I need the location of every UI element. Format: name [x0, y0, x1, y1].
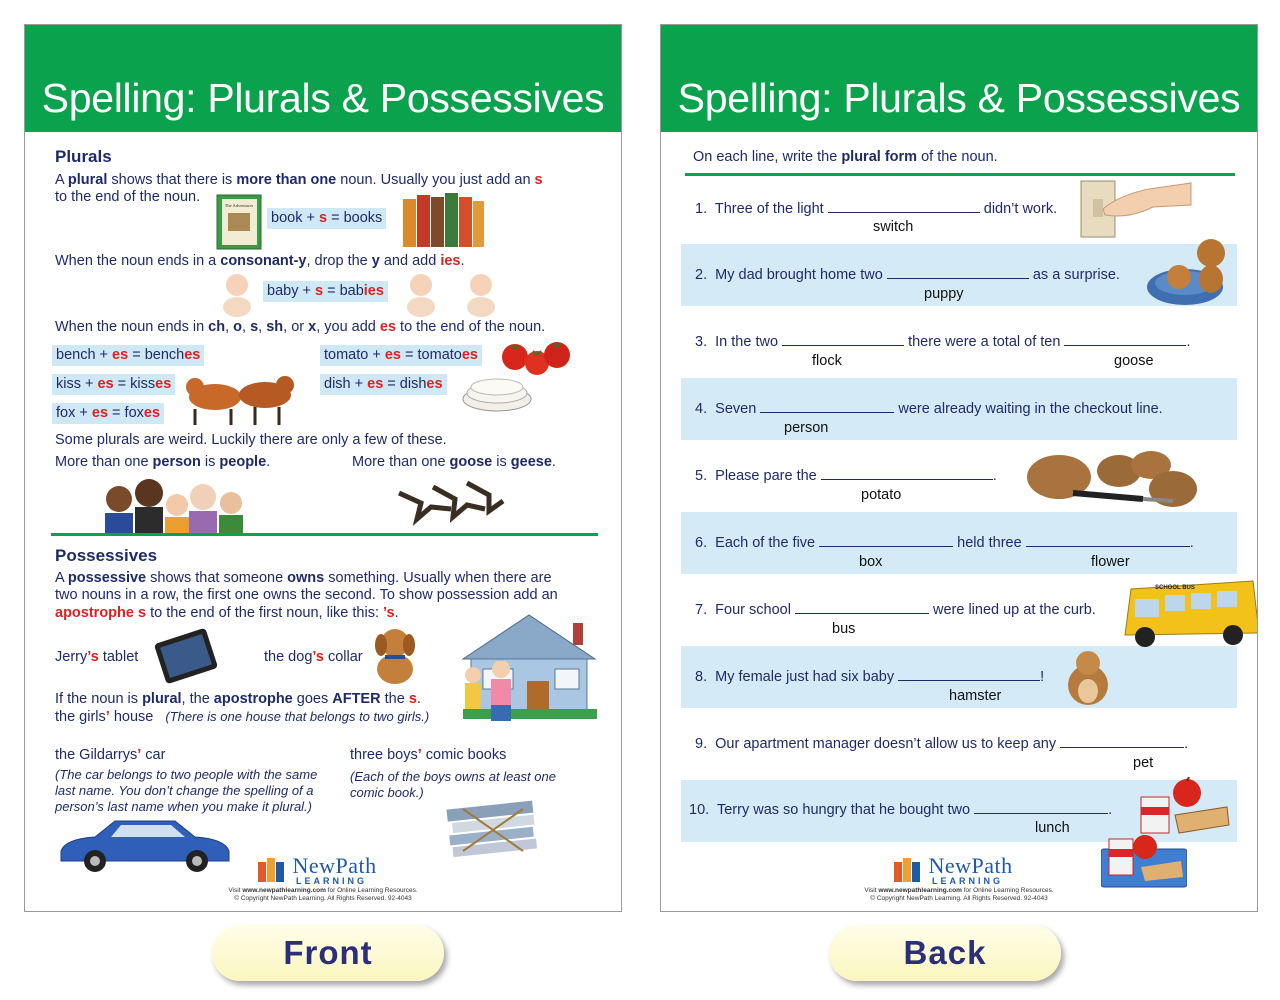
question-6	[681, 512, 1237, 574]
answer-blank[interactable]	[819, 535, 953, 547]
footer-line-2: © Copyright NewPath Learning. All Rights Reserved. 92-4043	[870, 895, 1048, 902]
front-button[interactable]: Front	[212, 925, 444, 981]
answer-blank[interactable]	[1026, 535, 1190, 547]
gildarry-note-2: last name. You don’t change the spelling of a	[55, 783, 314, 798]
answer-blank[interactable]	[887, 267, 1029, 279]
noun-hint: hamster	[949, 688, 1002, 704]
plural-possessive-rule: If the noun is plural, the apostrophe goes AFTER the s.	[55, 691, 421, 707]
section-divider	[51, 533, 598, 536]
bus-sign: SCHOOL BUS	[1155, 585, 1195, 591]
question-text: 4. Seven were already waiting in the checkout line.	[695, 401, 1163, 417]
question-3	[681, 311, 1237, 373]
instruction: On each line, write the plural form of the noun.	[693, 149, 998, 165]
hamster-image	[1063, 647, 1113, 709]
gildarry-example: the Gildarrys’ car	[55, 747, 166, 763]
plural-definition: A plural shows that there is more than one noun. Usually you just add an s	[55, 172, 543, 188]
gildarry-note-1: (The car belongs to two people with the same	[55, 767, 318, 782]
lunch-image-1	[1139, 777, 1233, 839]
comic-books-image	[443, 789, 541, 873]
goose-plural: More than one goose is geese.	[352, 454, 556, 470]
foxes-image	[175, 365, 301, 429]
noun-hint: potato	[861, 487, 902, 503]
plural-definition-cont: to the end of the noun.	[55, 189, 201, 205]
front-card	[24, 24, 622, 912]
back-card	[660, 24, 1258, 912]
question-text: 2. My dad brought home two as a surprise.	[695, 267, 1120, 283]
question-text: 10. Terry was so hungry that he bought two .	[689, 802, 1113, 818]
question-text: 8. My female just had six baby !	[695, 669, 1045, 685]
dog-image	[367, 625, 423, 687]
potatoes-image	[1023, 449, 1201, 513]
noun-hint: puppy	[924, 286, 964, 302]
girls-image	[457, 661, 521, 739]
boys-note-1: (Each of the boys owns at least one	[350, 769, 556, 784]
page-title: Spelling: Plurals & Possessives	[677, 75, 1241, 121]
kiss-example: kiss + es = kisses	[52, 374, 175, 395]
answer-blank[interactable]	[974, 802, 1108, 814]
question-9	[681, 713, 1237, 775]
noun-hint: lunch	[1035, 820, 1070, 836]
dog-example: the dog’s collar	[264, 649, 363, 665]
question-text: 6. Each of the five held three .	[695, 535, 1194, 551]
boys-example: three boys’ comic books	[350, 747, 507, 763]
es-rule: When the noun ends in ch, o, s, sh, or x, you add es to the end of the noun.	[55, 319, 546, 335]
question-4	[681, 378, 1237, 440]
girls-example: the girls’ house (There is one house that belongs to two girls.)	[55, 709, 430, 725]
newpath-logo: NewPath LEARNING	[258, 853, 377, 886]
question-text: 5. Please pare the .	[695, 468, 997, 484]
footer-line-1: Visit www.newpathlearning.com for Online Learning Resources.	[864, 887, 1054, 894]
svg-text:The Adventures: The Adventures	[224, 203, 254, 208]
footer	[25, 887, 621, 903]
tomato-example: tomato + es = tomatoes	[320, 345, 482, 366]
footer	[661, 887, 1257, 903]
possessive-definition-3: apostrophe s to the end of the first noun, like this: ’s.	[55, 605, 399, 621]
answer-blank[interactable]	[795, 602, 929, 614]
answer-blank[interactable]	[1060, 736, 1184, 748]
noun-hint: pet	[1133, 755, 1154, 771]
footer-line-1: Visit www.newpathlearning.com for Online Learning Resources.	[228, 887, 418, 894]
dishes-image	[459, 371, 535, 413]
book-cover-image	[215, 193, 265, 251]
answer-blank[interactable]	[1064, 334, 1186, 346]
puppies-image	[1143, 229, 1233, 311]
question-text: 1. Three of the light didn’t work.	[695, 201, 1058, 217]
possessives-heading: Possessives	[55, 546, 158, 565]
person-plural: More than one person is people.	[55, 454, 271, 470]
geese-image	[393, 473, 511, 529]
instruction-divider	[685, 173, 1235, 176]
school-bus-image	[1113, 573, 1258, 649]
answer-blank[interactable]	[828, 201, 980, 213]
lunch-image-2	[1101, 833, 1187, 889]
jerry-example: Jerry’s tablet	[55, 649, 139, 665]
noun-hint: goose	[1114, 353, 1154, 369]
babies-image	[397, 271, 509, 319]
footer-line-2: © Copyright NewPath Learning. All Rights Reserved. 92-4043	[234, 895, 412, 902]
dish-example: dish + es = dishes	[320, 374, 447, 395]
title-banner	[661, 25, 1257, 132]
back-button[interactable]: Back	[829, 925, 1061, 981]
logo-mark-icon	[894, 856, 924, 882]
answer-blank[interactable]	[760, 401, 894, 413]
tablet-image	[151, 625, 221, 687]
question-text: 3. In the two there were a total of ten .	[695, 334, 1191, 350]
book-example: book + s = books	[267, 208, 386, 229]
logo-mark-icon	[258, 856, 288, 882]
noun-hint: flower	[1091, 554, 1130, 570]
plurals-heading: Plurals	[55, 147, 112, 166]
boys-note-2: comic book.)	[350, 785, 424, 800]
baby-image	[213, 271, 261, 319]
answer-blank[interactable]	[821, 468, 993, 480]
page-title: Spelling: Plurals & Possessives	[41, 75, 605, 121]
answer-blank[interactable]	[782, 334, 904, 346]
noun-hint: switch	[873, 219, 914, 235]
weird-plurals: Some plurals are weird. Luckily there are only a few of these.	[55, 432, 447, 448]
noun-hint: flock	[812, 353, 842, 369]
title-banner	[25, 25, 621, 132]
gildarry-note-3: person’s last name when you make it plural.)	[55, 799, 312, 814]
baby-example: baby + s = babies	[263, 281, 388, 302]
bench-example: bench + es = benches	[52, 345, 204, 366]
noun-hint: bus	[832, 621, 856, 637]
question-text: 9. Our apartment manager doesn’t allow us to keep any .	[695, 736, 1189, 752]
people-image	[99, 473, 251, 533]
question-8	[681, 646, 1237, 708]
consonant-y-rule: When the noun ends in a consonant-y, drop the y and add ies.	[55, 253, 465, 269]
car-image	[55, 815, 233, 875]
possessive-definition-1: A possessive shows that someone owns something. Usually when there are	[55, 570, 552, 586]
question-text: 7. Four school were lined up at the curb.	[695, 602, 1096, 618]
noun-hint: box	[859, 554, 883, 570]
newpath-logo: NewPath LEARNING	[894, 853, 1013, 886]
noun-hint: person	[784, 420, 829, 436]
fox-example: fox + es = foxes	[52, 403, 164, 424]
possessive-definition-2: two nouns in a row, the first one owns the second. To show possession add an	[55, 587, 558, 603]
books-image	[399, 191, 487, 249]
answer-blank[interactable]	[898, 669, 1040, 681]
